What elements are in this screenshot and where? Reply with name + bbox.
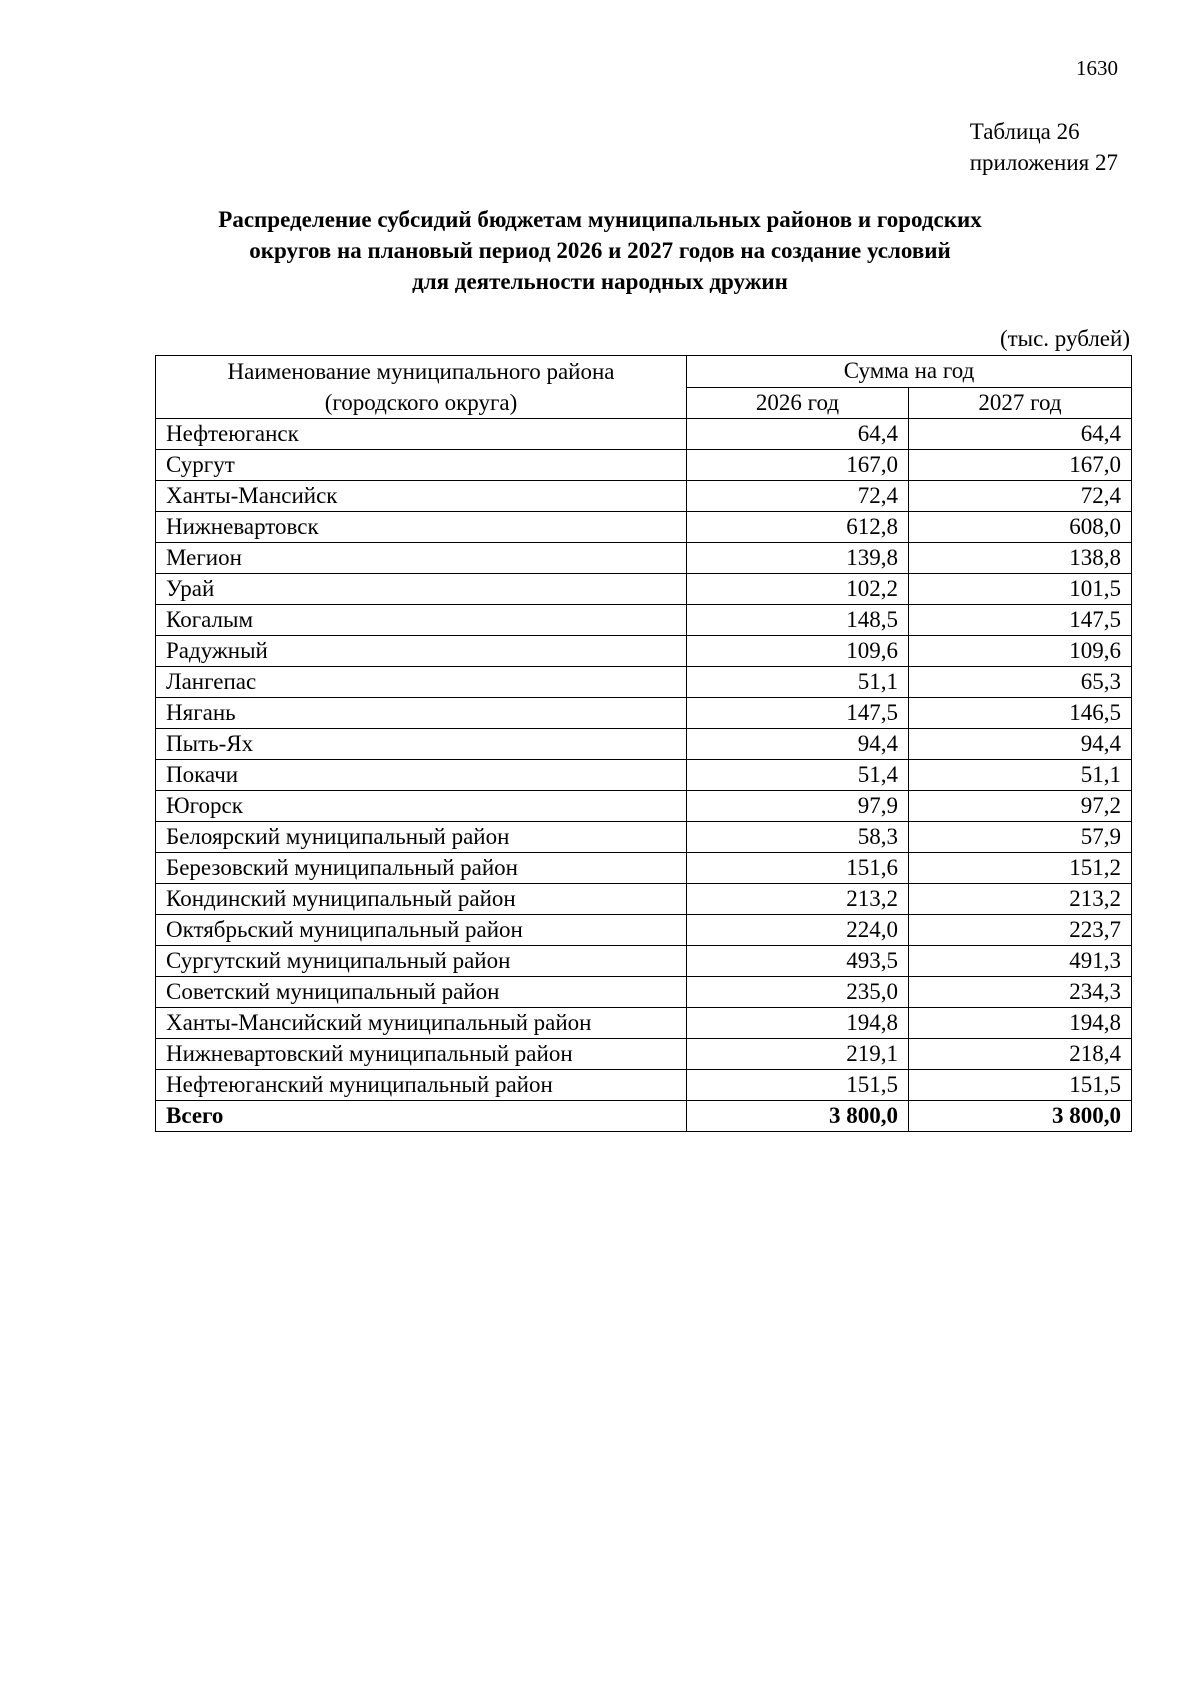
value-2026: 151,5	[687, 1070, 909, 1101]
municipality-name: Когалым	[156, 605, 687, 636]
value-2026: 194,8	[687, 1008, 909, 1039]
units-note: (тыс. рублей)	[999, 326, 1130, 351]
annex-reference	[970, 116, 1118, 178]
value-2027: 97,2	[909, 791, 1132, 822]
value-2027: 213,2	[909, 884, 1132, 915]
document-title	[150, 204, 1050, 297]
value-2026: 213,2	[687, 884, 909, 915]
value-2026: 493,5	[687, 946, 909, 977]
value-2026: 109,6	[687, 636, 909, 667]
value-2026: 139,8	[687, 543, 909, 574]
municipality-name: Мегион	[156, 543, 687, 574]
municipality-name: Кондинский муниципальный район	[156, 884, 687, 915]
table-row	[156, 698, 1132, 729]
value-2027: 608,0	[909, 512, 1132, 543]
total-row	[156, 1101, 1132, 1132]
value-2026: 51,4	[687, 760, 909, 791]
page-number: 1630	[1076, 56, 1118, 80]
value-2027: 194,8	[909, 1008, 1132, 1039]
table-row	[156, 543, 1132, 574]
municipality-name: Белоярский муниципальный район	[156, 822, 687, 853]
value-2027: 101,5	[909, 574, 1132, 605]
value-2026: 167,0	[687, 450, 909, 481]
value-2026: 147,5	[687, 698, 909, 729]
table-row	[156, 512, 1132, 543]
value-2026: 224,0	[687, 915, 909, 946]
value-2026: 51,1	[687, 667, 909, 698]
municipality-name: Нефтеюганск	[156, 419, 687, 450]
table-row	[156, 419, 1132, 450]
value-2027: 218,4	[909, 1039, 1132, 1070]
value-2026: 72,4	[687, 481, 909, 512]
table-row	[156, 853, 1132, 884]
value-2027: 94,4	[909, 729, 1132, 760]
title-line-1: Распределение субсидий бюджетам муниципальных районов и городских	[218, 207, 982, 232]
total-2027: 3 800,0	[909, 1101, 1132, 1132]
value-2027: 146,5	[909, 698, 1132, 729]
table-row	[156, 822, 1132, 853]
municipality-name: Ханты-Мансийский муниципальный район	[156, 1008, 687, 1039]
value-2027: 223,7	[909, 915, 1132, 946]
municipality-name: Радужный	[156, 636, 687, 667]
table-row	[156, 1039, 1132, 1070]
municipality-name: Нижневартовский муниципальный район	[156, 1039, 687, 1070]
subsidy-table	[155, 355, 1132, 1132]
value-2027: 64,4	[909, 419, 1132, 450]
municipality-name: Березовский муниципальный район	[156, 853, 687, 884]
municipality-name: Сургут	[156, 450, 687, 481]
value-2027: 109,6	[909, 636, 1132, 667]
municipality-name: Лангепас	[156, 667, 687, 698]
title-line-2: округов на плановый период 2026 и 2027 годов на создание условий	[249, 238, 951, 263]
table-row	[156, 481, 1132, 512]
value-2026: 612,8	[687, 512, 909, 543]
value-2027: 234,3	[909, 977, 1132, 1008]
table-row	[156, 915, 1132, 946]
table-row	[156, 1070, 1132, 1101]
table-row	[156, 574, 1132, 605]
municipality-name: Пыть-Ях	[156, 729, 687, 760]
table-row	[156, 791, 1132, 822]
table-row	[156, 605, 1132, 636]
value-2026: 151,6	[687, 853, 909, 884]
table-row	[156, 884, 1132, 915]
name-header-line-1: Наименование муниципального района	[227, 359, 615, 384]
municipality-name: Югорск	[156, 791, 687, 822]
municipality-name: Нягань	[156, 698, 687, 729]
municipality-name: Покачи	[156, 760, 687, 791]
table-body	[156, 419, 1132, 1132]
municipality-name: Нефтеюганский муниципальный район	[156, 1070, 687, 1101]
total-2026: 3 800,0	[687, 1101, 909, 1132]
table-row	[156, 760, 1132, 791]
table-label: Таблица 26	[969, 119, 1080, 144]
table-row	[156, 450, 1132, 481]
table-row	[156, 1008, 1132, 1039]
municipality-name: Ханты-Мансийск	[156, 481, 687, 512]
municipality-name: Урай	[156, 574, 687, 605]
value-2026: 97,9	[687, 791, 909, 822]
value-2026: 64,4	[687, 419, 909, 450]
municipality-name: Октябрьский муниципальный район	[156, 915, 687, 946]
value-2027: 138,8	[909, 543, 1132, 574]
value-2027: 147,5	[909, 605, 1132, 636]
table-row	[156, 667, 1132, 698]
sum-column-header: Сумма на год	[687, 356, 1132, 388]
table-row	[156, 729, 1132, 760]
value-2027: 151,5	[909, 1070, 1132, 1101]
value-2027: 65,3	[909, 667, 1132, 698]
value-2026: 219,1	[687, 1039, 909, 1070]
value-2026: 235,0	[687, 977, 909, 1008]
table-row	[156, 977, 1132, 1008]
value-2026: 94,4	[687, 729, 909, 760]
year-2026-header: 2026 год	[687, 387, 909, 419]
value-2027: 491,3	[909, 946, 1132, 977]
table-header	[156, 356, 1132, 419]
annex-label: приложения 27	[969, 150, 1118, 175]
value-2027: 151,2	[909, 853, 1132, 884]
value-2027: 72,4	[909, 481, 1132, 512]
value-2026: 102,2	[687, 574, 909, 605]
value-2027: 51,1	[909, 760, 1132, 791]
value-2026: 58,3	[687, 822, 909, 853]
municipality-name: Нижневартовск	[156, 512, 687, 543]
total-label: Всего	[156, 1101, 687, 1132]
municipality-name: Сургутский муниципальный район	[156, 946, 687, 977]
title-line-3: для деятельности народных дружин	[412, 269, 788, 294]
name-header-line-2: (городского округа)	[324, 390, 518, 415]
value-2027: 167,0	[909, 450, 1132, 481]
municipality-name: Советский муниципальный район	[156, 977, 687, 1008]
value-2027: 57,9	[909, 822, 1132, 853]
name-column-header	[156, 356, 687, 419]
value-2026: 148,5	[687, 605, 909, 636]
year-2027-header: 2027 год	[909, 387, 1132, 419]
table-row	[156, 946, 1132, 977]
table-row	[156, 636, 1132, 667]
